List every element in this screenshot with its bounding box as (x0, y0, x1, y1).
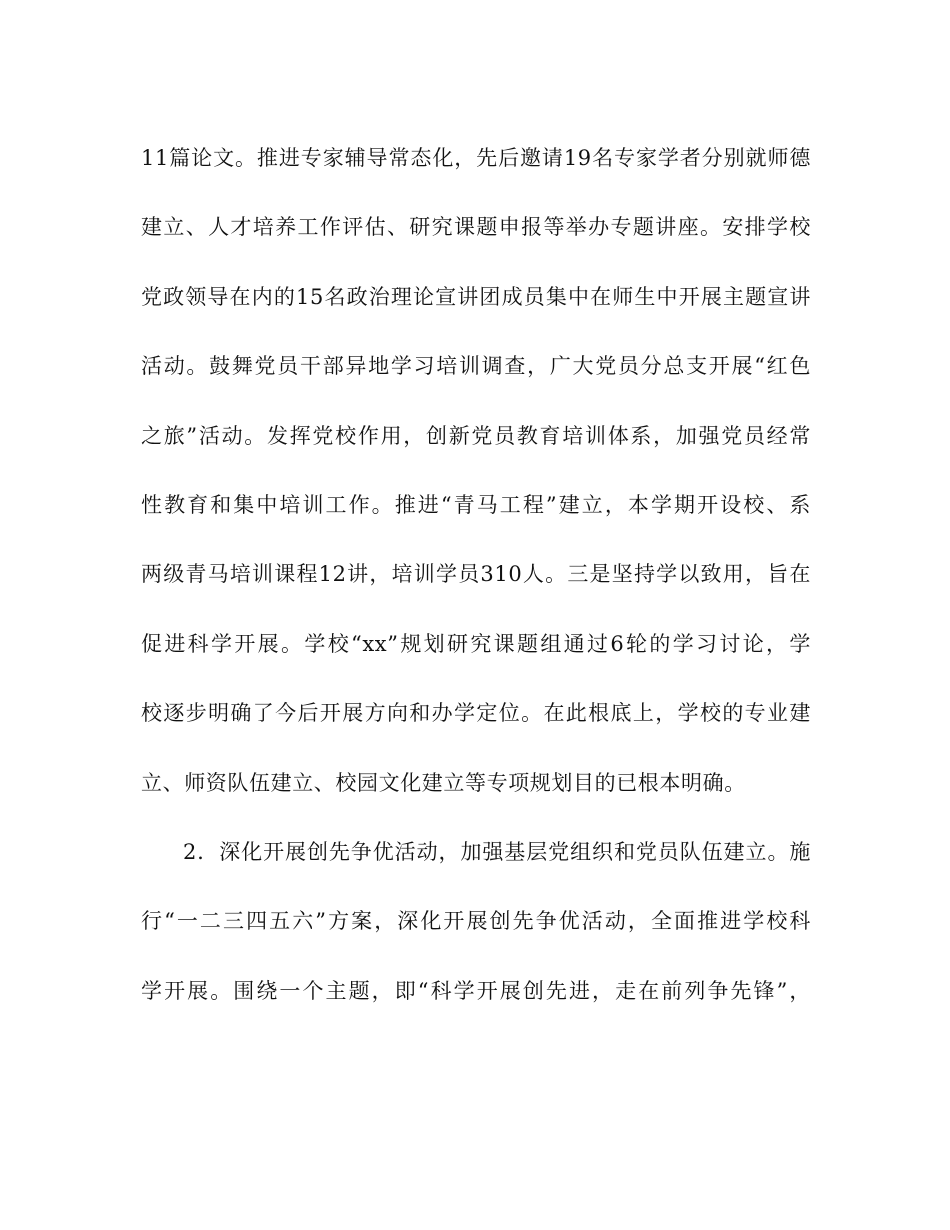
text-line: 活动。鼓舞党员干部异地学习培训调查，广大党员分总支开展“红色 (141, 354, 811, 379)
text-line: 行“一二三四五六”方案，深化开展创先争优活动，全面推进学校科 (141, 909, 811, 934)
text-line: 建立、人才培养工作评估、研究课题申报等举办专题讲座。安排学校 (141, 215, 811, 240)
text-line: 校逐步明确了今后开展方向和办学定位。在此根底上，学校的专业建 (141, 701, 811, 726)
paragraph-start-line: 2．深化开展创先争优活动，加强基层党组织和党员队伍建立。施 (183, 839, 811, 864)
text-line: 促进科学开展。学校“xx”规划研究课题组通过6轮的学习讨论，学 (141, 631, 811, 656)
text-line: 11篇论文。推进专家辅导常态化，先后邀请19名专家学者分别就师德 (141, 146, 811, 170)
text-line: 两级青马培训课程12讲，培训学员310人。三是坚持学以致用，旨在 (141, 562, 811, 587)
document-body (141, 133, 811, 1035)
text-line: 党政领导在内的15名政治理论宣讲团成员集中在师生中开展主题宣讲 (141, 284, 811, 309)
text-line: 之旅”活动。发挥党校作用，创新党员教育培训体系，加强党员经常 (141, 423, 811, 448)
text-line: 学开展。围绕一个主题，即“科学开展创先进，走在前列争先锋”， (141, 978, 811, 1003)
text-line: 性教育和集中培训工作。推进“青马工程”建立，本学期开设校、系 (141, 492, 811, 517)
paragraph-end-line: 立、师资队伍建立、校园文化建立等专项规划目的已根本明确。 (141, 770, 746, 795)
